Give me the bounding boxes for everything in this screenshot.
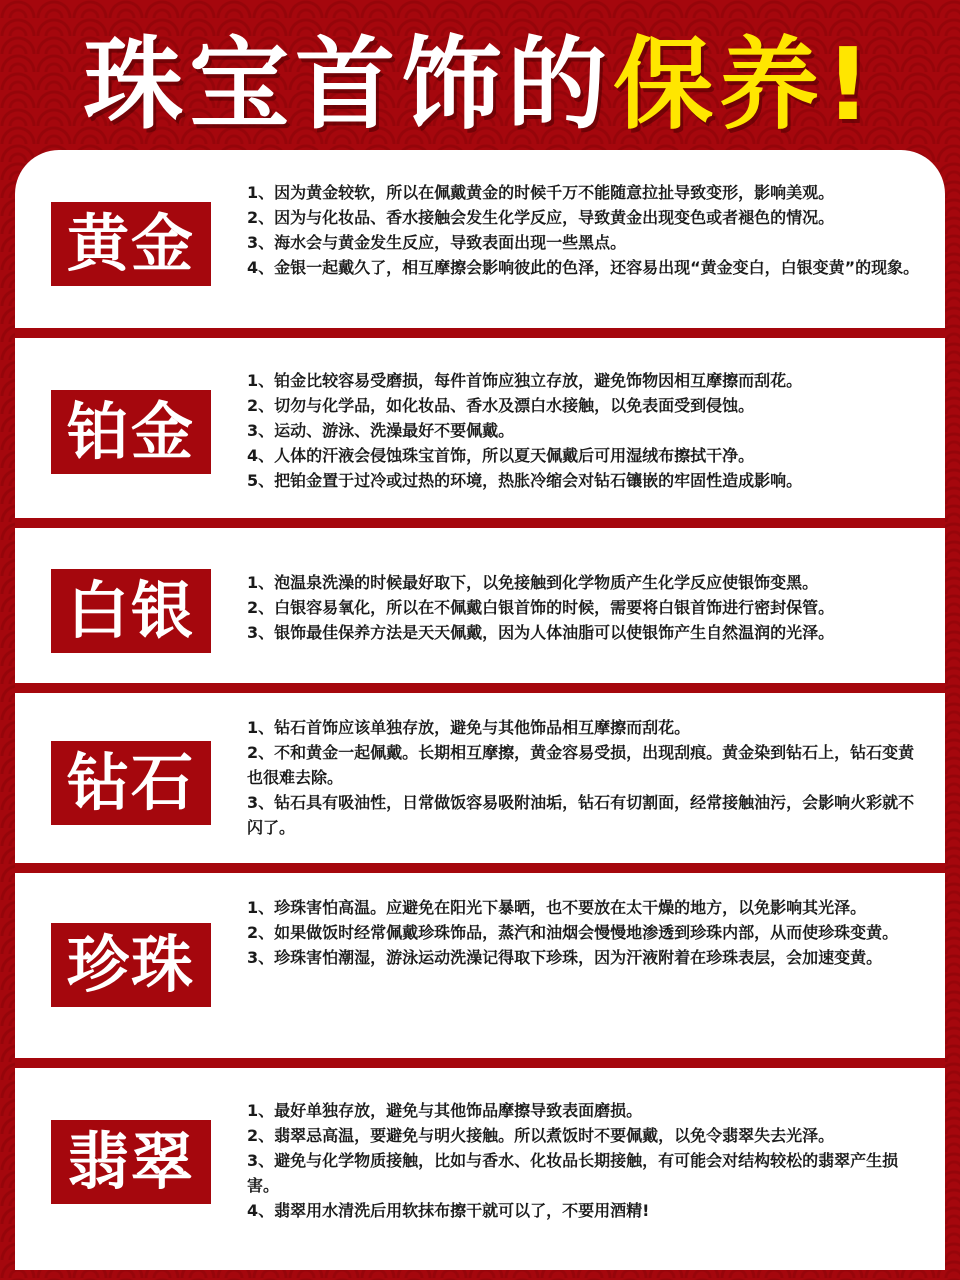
- content-panel: [15, 150, 945, 1270]
- title-main: 珠宝首饰的: [83, 26, 614, 143]
- section-divider: [15, 683, 945, 693]
- section-divider: [15, 1058, 945, 1068]
- section-items-gold: [247, 180, 923, 280]
- section-platinum: [15, 338, 945, 518]
- section-divider: [15, 518, 945, 528]
- section-label-diamond: 钻石: [51, 741, 211, 825]
- section-pearl: [15, 873, 945, 1058]
- list-item: 2、因为与化妆品、香水接触会发生化学反应，导致黄金出现变色或者褪色的情况。: [247, 208, 835, 227]
- section-label-gold: 黄金: [51, 202, 211, 286]
- section-jade: [15, 1068, 945, 1270]
- list-item: 4、翡翠用水清洗后用软抹布擦干就可以了，不要用酒精!: [247, 1201, 650, 1220]
- section-label-pearl: 珍珠: [51, 923, 211, 1007]
- list-item: 1、最好单独存放，避免与其他饰品摩擦导致表面磨损。: [247, 1101, 643, 1120]
- section-gold: [15, 150, 945, 328]
- section-diamond: [15, 693, 945, 863]
- list-item: 1、铂金比较容易受磨损，每件首饰应独立存放，避免饰物因相互摩擦而刮花。: [247, 371, 803, 390]
- section-items-silver: [247, 570, 923, 645]
- list-item: 3、避免与化学物质接触，比如与香水、化妆品长期接触，有可能会对结构较松的翡翠产生损害。: [247, 1151, 899, 1195]
- section-label-silver: 白银: [51, 569, 211, 653]
- list-item: 2、不和黄金一起佩戴。长期相互摩擦，黄金容易受损，出现刮痕。黄金染到钻石上，钻石变黄也很难去除。: [247, 743, 915, 787]
- list-item: 2、切勿与化学品，如化妆品、香水及漂白水接触，以免表面受到侵蚀。: [247, 396, 755, 415]
- list-item: 1、因为黄金较软，所以在佩戴黄金的时候千万不能随意拉扯导致变形，影响美观。: [247, 183, 835, 202]
- list-item: 3、运动、游泳、洗澡最好不要佩戴。: [247, 421, 515, 440]
- list-item: 2、翡翠忌高温，要避免与明火接触。所以煮饭时不要佩戴，以免令翡翠失去光泽。: [247, 1126, 835, 1145]
- list-item: 2、如果做饭时经常佩戴珍珠饰品，蒸汽和油烟会慢慢地渗透到珍珠内部，从而使珍珠变黄。: [247, 923, 899, 942]
- list-item: 3、钻石具有吸油性，日常做饭容易吸附油垢，钻石有切割面，经常接触油污，会影响火彩就不闪了。: [247, 793, 915, 837]
- section-label-platinum: 铂金: [51, 390, 211, 474]
- list-item: 1、钻石首饰应该单独存放，避免与其他饰品相互摩擦而刮花。: [247, 718, 691, 737]
- section-items-jade: [247, 1098, 923, 1223]
- section-items-pearl: [247, 895, 923, 970]
- list-item: 4、金银一起戴久了，相互摩擦会影响彼此的色泽，还容易出现“黄金变白，白银变黄”的现象。: [247, 258, 920, 277]
- page-title: [0, 10, 960, 160]
- list-item: 3、珍珠害怕潮湿，游泳运动洗澡记得取下珍珠，因为汗液附着在珍珠表层，会加速变黄。: [247, 948, 883, 967]
- list-item: 3、银饰最佳保养方法是天天佩戴，因为人体油脂可以使银饰产生自然温润的光泽。: [247, 623, 835, 642]
- section-label-jade: 翡翠: [51, 1120, 211, 1204]
- list-item: 3、海水会与黄金发生反应，导致表面出现一些黑点。: [247, 233, 627, 252]
- section-items-platinum: [247, 368, 923, 493]
- section-silver: [15, 528, 945, 683]
- list-item: 2、白银容易氧化，所以在不佩戴白银首饰的时候，需要将白银首饰进行密封保管。: [247, 598, 835, 617]
- list-item: 1、泡温泉洗澡的时候最好取下，以免接触到化学物质产生化学反应使银饰变黑。: [247, 573, 819, 592]
- section-items-diamond: [247, 715, 923, 840]
- list-item: 4、人体的汗液会侵蚀珠宝首饰，所以夏天佩戴后可用湿绒布擦拭干净。: [247, 446, 755, 465]
- list-item: 1、珍珠害怕高温。应避免在阳光下暴晒，也不要放在太干燥的地方，以免影响其光泽。: [247, 898, 867, 917]
- list-item: 5、把铂金置于过冷或过热的环境，热胀冷缩会对钻石镶嵌的牢固性造成影响。: [247, 471, 803, 490]
- section-divider: [15, 328, 945, 338]
- title-highlight: 保养!: [613, 26, 877, 143]
- section-divider: [15, 863, 945, 873]
